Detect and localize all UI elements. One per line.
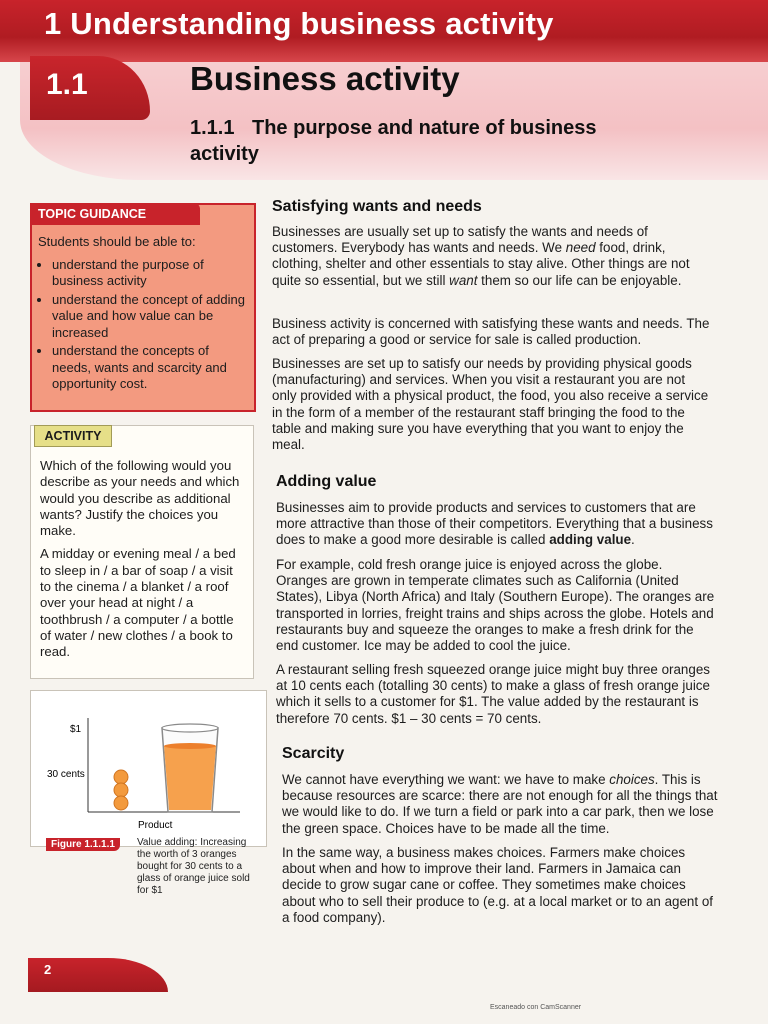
- paragraph-satisfying-3: [272, 356, 712, 453]
- heading-adding-value: Adding value: [276, 473, 377, 490]
- paragraph-scarcity-2: [282, 845, 722, 926]
- activity-label: ACTIVITY: [34, 425, 112, 447]
- chapter-title: 1 Understanding business activity: [44, 6, 554, 41]
- subsection-title: The purpose and nature of business activity: [190, 117, 597, 165]
- text-span: In the same way, a business makes choices. Farmers make choices about when and how to improve their land. Farmers in Jamaica can decide to grow sugar cane or coffee. They sometimes make choices about who to sell their produce to (e.g. at a local market or to an agent of a food company).: [282, 845, 713, 925]
- y-label-bottom: 30 cents: [47, 769, 85, 780]
- page-number: 2: [44, 962, 52, 977]
- list-item: • understand the purpose of business activity: [52, 257, 248, 290]
- list-item: • understand the concepts of needs, wants and scarcity and opportunity cost.: [52, 343, 248, 393]
- text-span: Businesses aim to provide products and services to customers that are more attractive than those of their competitors. Everything that a business does to make a good more desirable is called: [276, 500, 713, 548]
- x-axis-label: Product: [138, 820, 173, 831]
- figure-caption: Value adding: Increasing the worth of 3 oranges bought for 30 cents to a glass of orange juice sold for $1: [137, 837, 250, 896]
- text-span: food, drink, clothing, shelter and other essentials to stay alive. Other things are not quite so essential, but we still: [272, 240, 690, 288]
- text-span: them so our life can be enjoyable.: [477, 272, 682, 288]
- section-title: Business activity: [190, 60, 460, 97]
- emphasis-choices: choices: [609, 772, 655, 787]
- text-span: We cannot have everything we want: we have to make: [282, 772, 610, 787]
- text-span: . This is because resources are scarce: there are not enough for all the things that we would like to do. If we turn a field or park into a car park, then we lose the green space. Choices have to be made all the time.: [282, 772, 718, 836]
- text-span: Business activity is concerned with satisfying these wants and needs. The act of preparing a good or service for sale is called production.: [272, 316, 710, 348]
- activity-question: Which of the following would you describe as your needs and which would you describe as additional wants? Justify the choices you make.: [40, 458, 240, 539]
- heading-satisfying: Satisfying wants and needs: [272, 198, 482, 215]
- orange-juice-fill: [164, 746, 216, 810]
- paragraph-satisfying-1: [272, 224, 712, 289]
- topic-guidance-label: TOPIC GUIDANCE: [30, 203, 200, 225]
- figure-label: Figure 1.1.1.1: [46, 838, 120, 851]
- juice-surface: [164, 743, 216, 749]
- bold-adding-value: adding value: [549, 532, 632, 548]
- text-span: .: [631, 532, 635, 548]
- orange-icon: [114, 796, 128, 810]
- paragraph-adding-value-2: [276, 557, 716, 654]
- text-span: A restaurant selling fresh squeezed orange juice might buy three oranges at 10 cents each (totalling 30 cents) to make a glass of fresh orange juice which it sells to a customer for $1. The value added by the restaurant is therefore 70 cents. $1 – 30 cents = 70 cents.: [276, 662, 710, 726]
- activity-list: A midday or evening meal / a bed to sleep in / a bar of soap / a visit to the cinema / a blanket / a roof over your head at night / a toothbrush / a computer / a bottle of water / new clothes / a book to read.: [40, 546, 236, 660]
- orange-icon: [114, 770, 128, 784]
- scanner-watermark: Escaneado con CamScanner: [490, 1004, 582, 1011]
- list-item: • understand the concept of adding value and how value can be increased: [52, 292, 248, 342]
- topic-guidance-content: [38, 234, 248, 395]
- glass-rim: [162, 724, 218, 732]
- orange-icon: [114, 783, 128, 797]
- paragraph-satisfying-2: [272, 316, 712, 348]
- text-span: Businesses are usually set up to satisfy the wants and needs of customers. Everybody has wants and needs. We: [272, 224, 648, 256]
- y-label-top: $1: [70, 724, 82, 735]
- topic-guidance-list: [38, 257, 248, 393]
- section-number: 1.1: [46, 68, 88, 101]
- paragraph-adding-value-1: [276, 500, 716, 549]
- subsection-title-block: [190, 115, 670, 167]
- heading-scarcity: Scarcity: [282, 745, 345, 762]
- emphasis-need: need: [565, 240, 596, 256]
- topic-guidance-intro: Students should be able to:: [38, 234, 196, 249]
- paragraph-scarcity-1: [282, 772, 722, 837]
- text-span: Businesses are set up to satisfy our needs by providing physical goods (manufacturing) and services. When you visit a restaurant you are not only provided with a physical product, the food, you also receive a service in the form of a member of the restaurant staff bringing the food to the table and making sure you have everything that you want to enjoy the meal.: [272, 356, 709, 453]
- value-adding-figure: [30, 690, 265, 840]
- activity-content: [40, 458, 245, 668]
- emphasis-want: want: [449, 272, 478, 288]
- paragraph-adding-value-3: [276, 662, 716, 727]
- subsection-number: 1.1.1: [190, 117, 235, 139]
- text-span: For example, cold fresh orange juice is enjoyed across the globe. Oranges are grown in temperate climates such as California (United States), Libya (North Africa) and Italy (Southern Europe). The oranges are transported in lorries, freight trains and ships across the globe. Hotels and restaurants buy and squeeze the oranges to make a fresh drink for the end customer. Ice may be added to cool the juice.: [276, 557, 715, 654]
